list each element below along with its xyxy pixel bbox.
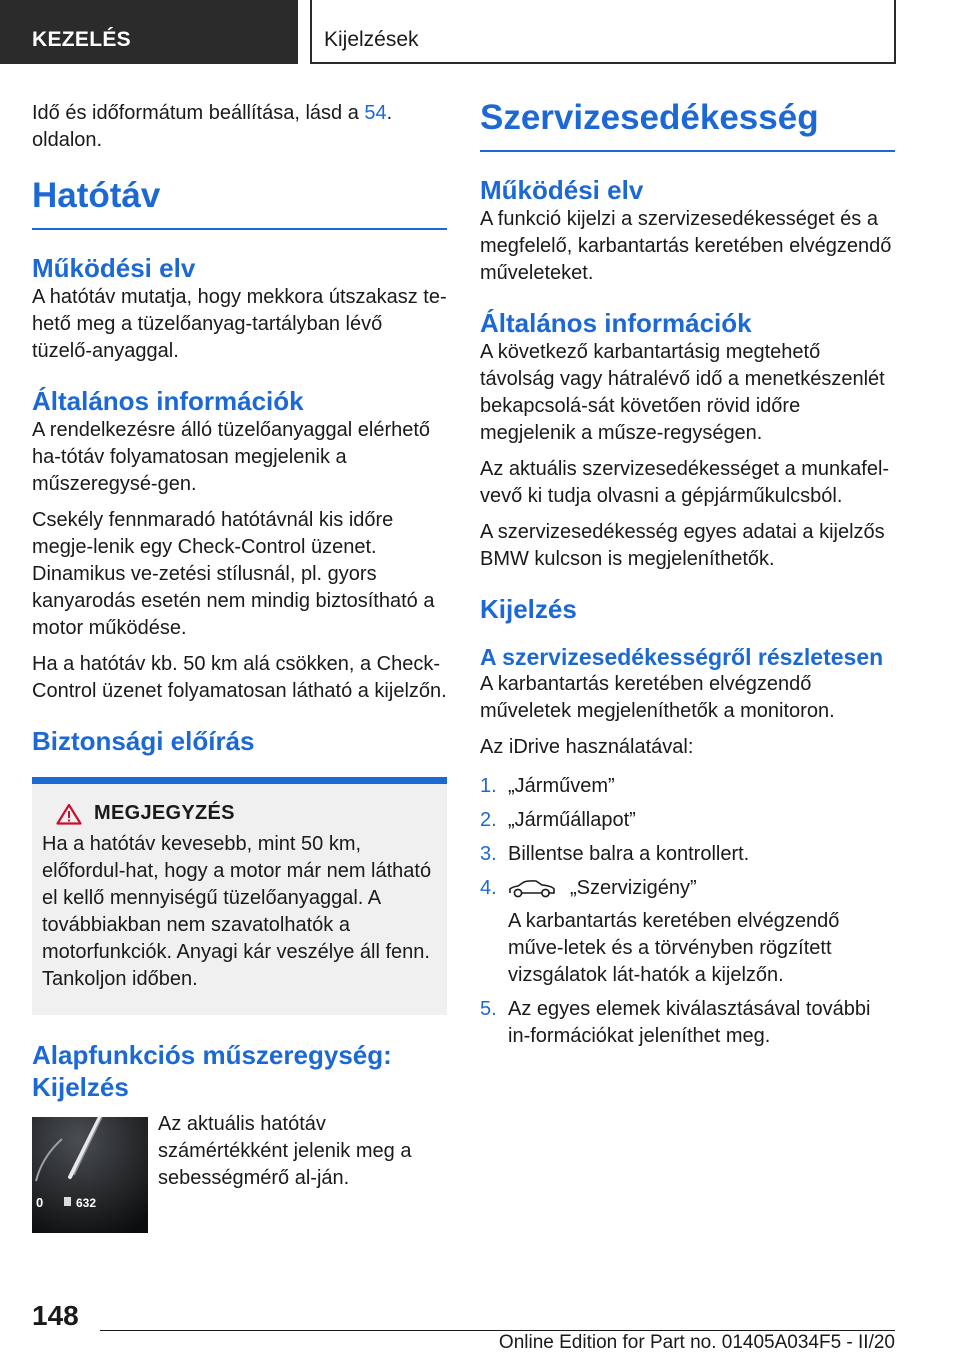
step-number: 2. xyxy=(480,809,497,831)
footer-divider xyxy=(100,1330,895,1331)
step-number: 5. xyxy=(480,998,497,1020)
left-column xyxy=(32,100,447,1233)
cluster-speed: 0 xyxy=(36,1195,44,1210)
idrive-text: Az iDrive használatával: xyxy=(480,736,694,758)
principle-text: A hatótáv mutatja, hogy mekkora útszakasz te-hető meg a tüzelőanyag-tartályban lévő tüzelő-anyaggal. xyxy=(32,286,447,362)
general-text-right-2: Az aktuális szervizesedékességet a munkafel-vevő ki tudja olvasni a gépjárműkulcsból. xyxy=(480,458,890,507)
notice-title: MEGJEGYZÉS xyxy=(94,802,235,824)
edition-text: Online Edition for Part no. 01405A034F5 - II/20 xyxy=(498,1332,895,1353)
step-text: Az egyes elemek kiválasztásával további in-formációkat jeleníthet meg. xyxy=(508,998,871,1047)
detail-text: A karbantartás keretében elvégzendő műveletek megjeleníthetők a monitoron. xyxy=(480,673,835,722)
principle-text-right: A funkció kijelzi a szervizesedékességet és a megfelelő, karbantartás keretében elvégzendő műveleteket. xyxy=(480,208,892,284)
instrument-cluster-image xyxy=(32,1117,148,1233)
intro-after: . oldalon. xyxy=(32,102,393,151)
step-text: Billentse balra a kontrollert. xyxy=(508,843,750,865)
intro-paragraph xyxy=(32,100,447,154)
steps-list xyxy=(480,773,895,1050)
car-service-icon xyxy=(508,879,556,899)
list-item xyxy=(480,841,895,868)
step-number: 3. xyxy=(480,843,497,865)
step-text: „Járműállapot” xyxy=(508,809,636,831)
heading-general-right: Általános információk xyxy=(480,308,752,338)
page-link[interactable]: 54 xyxy=(364,102,387,124)
step-text: „Szervizigény” xyxy=(570,877,697,899)
list-item xyxy=(480,773,895,800)
notice-text: Ha a hatótáv kevesebb, mint 50 km, előfordul-hat, hogy a motor már nem látható el kellő mennyiségű tüzelőanyaggal. A továbbiakban nem szavatolhatók a motorfunkciók. Anyagi kár veszélye áll fenn. Tankoljon időben. xyxy=(42,833,432,990)
list-item xyxy=(480,996,895,1050)
intro-text: Idő és időformátum beállítása, lásd a xyxy=(32,102,365,124)
heading-cluster: Alapfunkciós műszeregység: Kijelzés xyxy=(32,1040,392,1102)
cluster-range: 632 xyxy=(76,1196,97,1210)
heading-display: Kijelzés xyxy=(480,594,577,624)
general-text-1: A rendelkezésre álló tüzelőanyaggal elérhető ha-tótáv folyamatosan megjelenik a műszeregysé-gen. xyxy=(32,419,431,495)
warning-icon xyxy=(56,803,82,825)
cluster-row xyxy=(32,1113,447,1233)
notice-header xyxy=(42,802,433,825)
page-number: 148 xyxy=(32,1300,79,1331)
heading-safety: Biztonsági előírás xyxy=(32,726,255,756)
general-text-3: Ha a hatótáv kb. 50 km alá csökken, a Check-Control üzenet folyamatosan látható a kijelzőn. xyxy=(32,653,447,702)
heading-principle-right: Működési elv xyxy=(480,175,644,205)
notice-box xyxy=(32,784,447,1015)
step-number: 4. xyxy=(480,877,497,899)
fuel-pump-icon xyxy=(64,1197,71,1206)
general-text-right-3: A szervizesedékesség egyes adatai a kijelzős BMW kulcson is megjeleníthetők. xyxy=(480,521,885,570)
general-text-right-1: A következő karbantartásig megtehető távolság vagy hátralévő idő a menetkészenlét bekapcsolá-sát követően rövid időre megjelenik a műsze-regységen. xyxy=(480,341,885,444)
step-content xyxy=(508,875,895,989)
section-tab: KEZELÉS xyxy=(0,0,298,64)
cluster-text: Az aktuális hatótáv számértékként jelenik meg a sebességmérő al-ján. xyxy=(158,1113,412,1189)
heading-general: Általános információk xyxy=(32,386,304,416)
heading-service: Szervizesedékesség xyxy=(480,96,895,152)
general-text-2: Csekély fennmaradó hatótávnál kis időre megje-lenik egy Check-Control üzenet. Dinamikus ve-zetési stílusnál, pl. gyors kanyarodás esetén nem mindig biztosítható a motor működése. xyxy=(32,509,435,639)
right-column xyxy=(480,100,895,1057)
step-text: „Járművem” xyxy=(508,775,615,797)
list-item xyxy=(480,807,895,834)
list-item xyxy=(480,875,895,989)
chapter-tab: Kijelzések xyxy=(310,0,896,64)
heading-detail: A szervizesedékességről részletesen xyxy=(480,644,884,670)
heading-principle: Működési elv xyxy=(32,253,196,283)
notice-bar xyxy=(32,777,447,784)
step-number: 1. xyxy=(480,775,497,797)
heading-range: Hatótáv xyxy=(32,174,447,230)
step-subtext: A karbantartás keretében elvégzendő műve-letek és a törvényben rögzített vizsgálatok lát-hatók a kijelzőn. xyxy=(508,910,840,986)
